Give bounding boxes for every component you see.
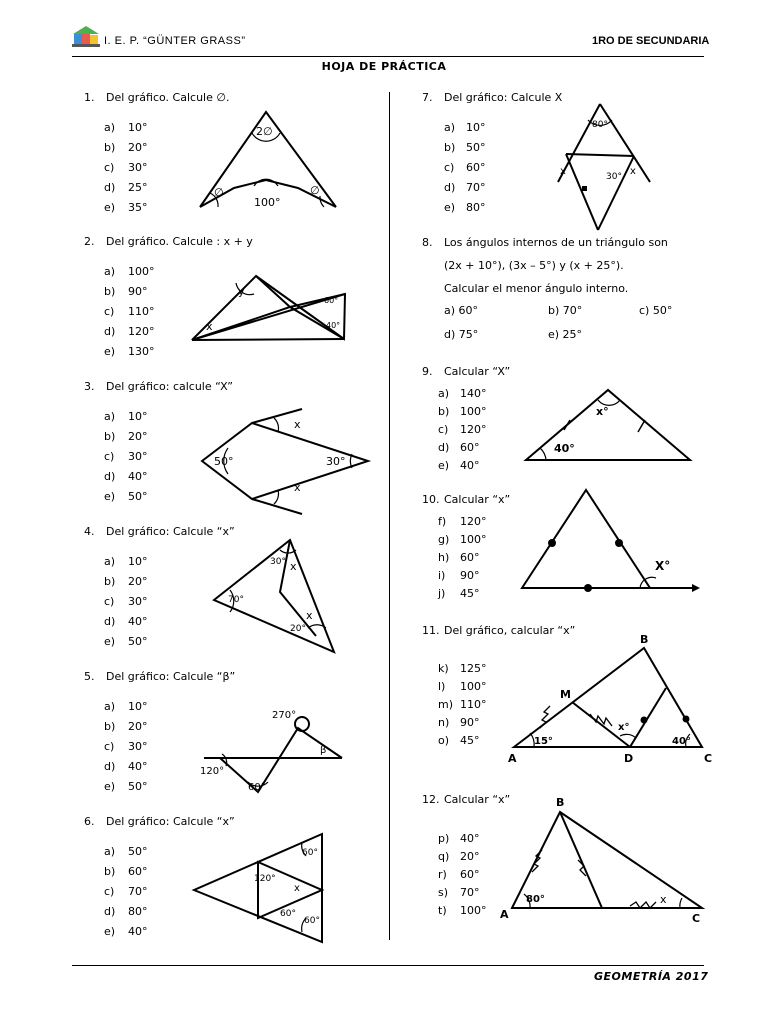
option-value: 125° (460, 662, 487, 675)
option-value: 50° (128, 780, 148, 793)
option-value: 60° (460, 868, 480, 881)
option-letter: l) (438, 680, 446, 693)
question-text: Del gráfico: Calcule “x” (106, 525, 235, 538)
figure-label: 270° (272, 710, 297, 721)
figure-label: x° (596, 405, 609, 418)
option-letter: b) (104, 865, 116, 878)
option-value: 50° (128, 845, 148, 858)
option-value: 10° (128, 121, 148, 134)
figure-label: 120° (254, 874, 276, 884)
question-text: Del gráfico: Calcule “x” (106, 815, 235, 828)
question-8-line3: Calcular el menor ángulo interno. (444, 282, 629, 295)
option-value: 90° (460, 716, 480, 729)
option-letter: d) (104, 905, 116, 918)
option-letter: a) (104, 845, 116, 858)
option-value: 110° (128, 305, 155, 318)
question-text: Del gráfico. Calcule : x + y (106, 235, 253, 248)
option-letter: s) (438, 886, 449, 899)
question-text: Del gráfico: Calcule “β” (106, 670, 236, 683)
option-value: 120° (460, 515, 487, 528)
figure-label: x (294, 481, 301, 494)
option-letter: e) (104, 925, 116, 938)
option-letter: t) (438, 904, 447, 917)
option-value: 10° (128, 410, 148, 423)
option-value: 90° (460, 569, 480, 582)
option-value: 70° (466, 181, 486, 194)
figure-label: x (306, 609, 313, 622)
option-value: 30° (128, 161, 148, 174)
figure-label: M (560, 688, 571, 701)
option-letter: b) (104, 285, 116, 298)
option-value: 80° (128, 905, 148, 918)
option-value: 10° (128, 700, 148, 713)
figure-label: x (560, 166, 566, 177)
figure-label: x (290, 560, 297, 573)
figure-label: A (508, 752, 517, 765)
option-letter: i) (438, 569, 446, 582)
option: a) 60° (444, 304, 479, 317)
option-value: 40° (128, 925, 148, 938)
option-value: 110° (460, 698, 487, 711)
option-letter: b) (104, 575, 116, 588)
option-value: 30° (128, 595, 148, 608)
question-number: 3. (84, 380, 95, 393)
option-letter: b) (444, 141, 456, 154)
figure-label: 2∅ (256, 125, 273, 138)
option-value: 20° (128, 575, 148, 588)
option-letter: b) (104, 141, 116, 154)
question-number: 5. (84, 670, 95, 683)
option-value: 30° (128, 740, 148, 753)
figure-label: x (630, 166, 636, 177)
figure-label: C (692, 912, 701, 925)
option-value: 45° (460, 587, 480, 600)
option-letter: e) (104, 780, 116, 793)
option-letter: a) (104, 121, 116, 134)
option: c) 50° (639, 304, 673, 317)
figure-label: 70° (228, 595, 244, 605)
option-letter: c) (104, 595, 115, 608)
option-letter: e) (104, 635, 116, 648)
option-value: 120° (460, 423, 487, 436)
option-letter: c) (104, 450, 115, 463)
figure-11 (514, 648, 702, 747)
figure-label: 50° (214, 455, 234, 468)
figure-label: ∅ (310, 184, 320, 197)
option: b) 70° (548, 304, 583, 317)
figure-label: D (624, 752, 634, 765)
question-text: Del gráfico. Calcule ∅. (106, 91, 230, 104)
figure-label: B (556, 796, 565, 809)
option-value: 25° (128, 181, 148, 194)
option-value: 40° (128, 470, 148, 483)
figure-label: 60° (248, 782, 266, 793)
option-letter: p) (438, 832, 450, 845)
figure-label: 60° (304, 916, 320, 926)
option: d) 75° (444, 328, 479, 341)
figure-label: x (294, 883, 300, 894)
option-letter: a) (444, 121, 456, 134)
option-value: 10° (466, 121, 486, 134)
option-value: 35° (128, 201, 148, 214)
option-letter: q) (438, 850, 450, 863)
option-value: 40° (128, 615, 148, 628)
option-value: 80° (466, 201, 486, 214)
figure-label: x (294, 418, 301, 431)
option-letter: o) (438, 734, 450, 747)
option-value: 10° (128, 555, 148, 568)
figure-label: 30° (270, 557, 286, 567)
option-value: 40° (460, 459, 480, 472)
figure-label: ∅ (214, 186, 224, 199)
option-value: 90° (128, 285, 148, 298)
option-letter: d) (438, 441, 450, 454)
option-letter: e) (104, 201, 116, 214)
figure-label: 20° (290, 624, 306, 634)
option-letter: j) (438, 587, 446, 600)
option-letter: d) (104, 760, 116, 773)
figure-label: β (320, 745, 327, 756)
figure-label: 40° (554, 442, 575, 455)
option-letter: m) (438, 698, 454, 711)
question-number: 2. (84, 235, 95, 248)
option-letter: a) (104, 700, 116, 713)
figure-label: 15° (534, 736, 553, 747)
option-value: 100° (460, 533, 487, 546)
option-letter: d) (104, 470, 116, 483)
question-10: 10. Calcular “x” (422, 493, 511, 506)
figure-label: 40° (326, 321, 341, 330)
figure-label: x (206, 320, 213, 333)
figure-label: x (660, 893, 667, 906)
option-letter: d) (104, 325, 116, 338)
option-letter: b) (438, 405, 450, 418)
question-8: 8. Los ángulos internos de un triángulo son (422, 236, 668, 249)
option-value: 100° (460, 405, 487, 418)
figure-label: 100° (254, 196, 281, 209)
option-letter: c) (104, 305, 115, 318)
question-12: 12. Calcular “x” (422, 793, 511, 806)
option-value: 50° (466, 141, 486, 154)
option-letter: e) (438, 459, 450, 472)
figure-label: x° (618, 722, 630, 733)
question-number: 6. (84, 815, 95, 828)
grade-label: 1RO DE SECUNDARIA (592, 35, 710, 47)
option-letter: a) (104, 555, 116, 568)
option-letter: b) (104, 720, 116, 733)
figure-label: 30° (326, 455, 346, 468)
option-letter: b) (104, 430, 116, 443)
option-value: 20° (128, 720, 148, 733)
option-letter: c) (444, 161, 455, 174)
option-value: 140° (460, 387, 487, 400)
figure-label: 60° (324, 296, 339, 305)
option-letter: e) (104, 490, 116, 503)
question-text: Del gráfico: calcule “X” (106, 380, 233, 393)
figure-label: 120° (200, 766, 225, 777)
option-value: 60° (128, 865, 148, 878)
figure-label: 60° (302, 848, 318, 858)
option-letter: a) (104, 410, 116, 423)
option-letter: a) (438, 387, 450, 400)
option-letter: r) (438, 868, 447, 881)
figure-label: 80° (592, 120, 608, 130)
option-letter: n) (438, 716, 450, 729)
figure-2 (192, 276, 345, 340)
question-number: 4. (84, 525, 95, 538)
figure-label: y (238, 285, 245, 298)
option-value: 60° (460, 441, 480, 454)
option-value: 50° (128, 635, 148, 648)
option-value: 50° (128, 490, 148, 503)
option-value: 70° (128, 885, 148, 898)
option-letter: e) (444, 201, 456, 214)
question-7: 7. Del gráfico: Calcule X (422, 91, 563, 104)
question-8-line2: (2x + 10°), (3x – 5°) y (x + 25°). (444, 259, 624, 272)
figure-label: C (704, 752, 713, 765)
option-letter: c) (104, 740, 115, 753)
option-value: 100° (460, 680, 487, 693)
figure-label: A (500, 908, 509, 921)
figure-label: 60° (280, 909, 296, 919)
option-value: 45° (460, 734, 480, 747)
option-value: 100° (460, 904, 487, 917)
option-letter: a) (104, 265, 116, 278)
option-letter: c) (104, 885, 115, 898)
option-value: 20° (128, 141, 148, 154)
option-value: 100° (128, 265, 155, 278)
option-letter: d) (104, 615, 116, 628)
option-letter: f) (438, 515, 447, 528)
option-value: 70° (460, 886, 480, 899)
option-value: 20° (128, 430, 148, 443)
page-title: HOJA DE PRÁCTICA (321, 60, 447, 73)
question-9: 9. Calcular “X” (422, 365, 511, 378)
option-letter: k) (438, 662, 449, 675)
option-value: 120° (128, 325, 155, 338)
option-letter: h) (438, 551, 450, 564)
option-letter: e) (104, 345, 116, 358)
question-number: 1. (84, 91, 95, 104)
option-value: 60° (460, 551, 480, 564)
footer-label: GEOMETRÍA 2017 (594, 970, 709, 983)
option-letter: c) (104, 161, 115, 174)
question-11: 11. Del gráfico, calcular “x” (422, 624, 576, 637)
school-name: I. E. P. “GÜNTER GRASS” (104, 35, 246, 47)
option-value: 40° (460, 832, 480, 845)
option-letter: d) (104, 181, 116, 194)
option-value: 20° (460, 850, 480, 863)
option-value: 60° (466, 161, 486, 174)
option-value: 130° (128, 345, 155, 358)
figure-label: 80° (526, 894, 545, 905)
option-value: 40° (128, 760, 148, 773)
figure-9 (526, 390, 690, 460)
option: e) 25° (548, 328, 583, 341)
figure-label: B (640, 633, 649, 646)
option-letter: g) (438, 533, 450, 546)
figure-label: X° (655, 559, 671, 573)
figure-label: 40° (672, 736, 691, 747)
figure-label: 30° (606, 172, 622, 182)
option-letter: d) (444, 181, 456, 194)
option-letter: c) (438, 423, 449, 436)
option-value: 30° (128, 450, 148, 463)
